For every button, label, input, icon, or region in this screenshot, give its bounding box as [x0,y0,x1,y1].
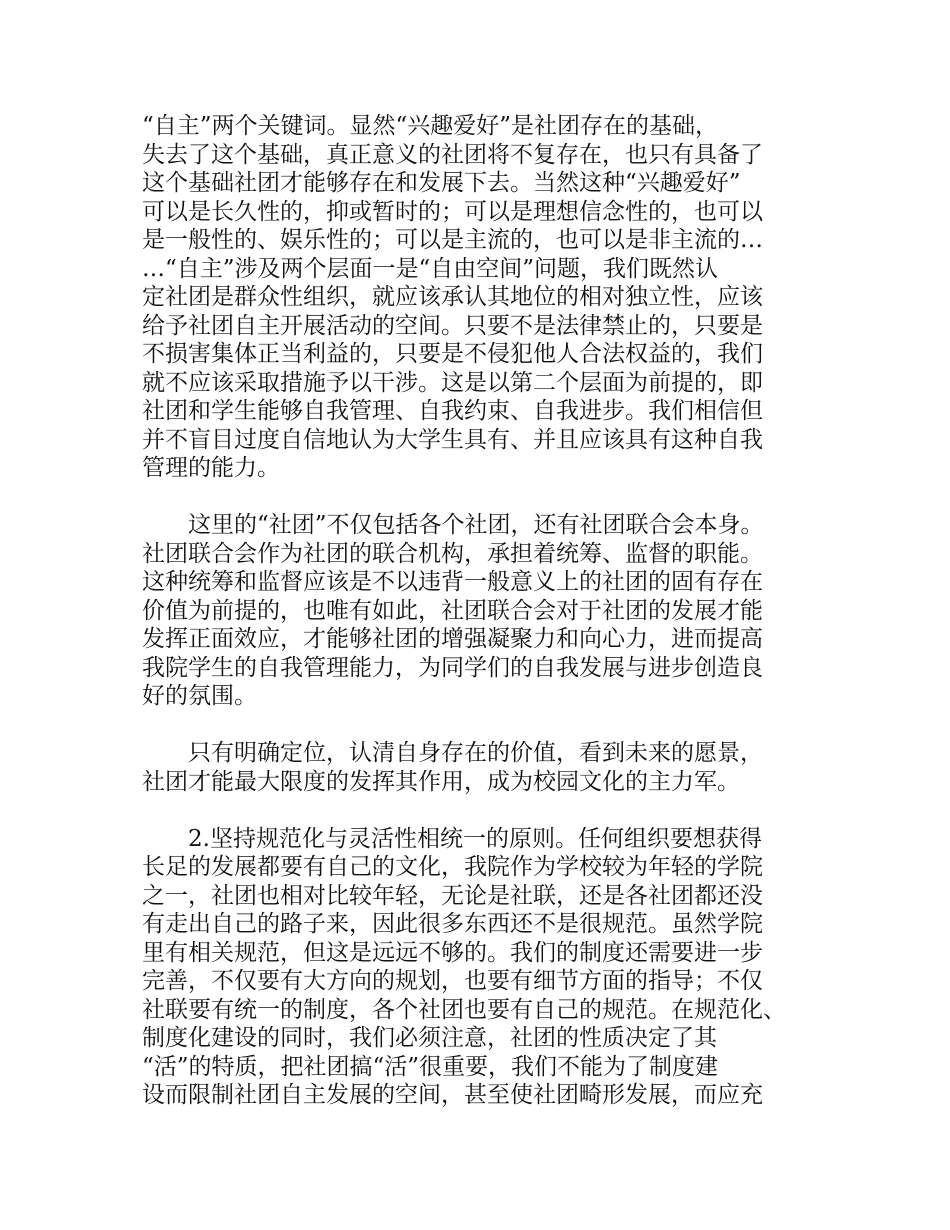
text-line: 社联要有统一的制度，各个社团也要有自己的规范。在规范化、 [142,996,786,1023]
text-line: …“自主”涉及两个层面一是“自由空间”问题，我们既然认 [142,255,719,282]
text-line: 这里的“社团”不仅包括各个社团，还有社团联合会本身。 [142,512,764,538]
text-line: 制度化建设的同时，我们必须注意，社团的性质决定了其 [142,1025,717,1051]
text-line: 社团和学生能够自我管理、自我约束、自我进步。我们相信但 [142,398,763,424]
text-line: 设而限制社团自主发展的空间，甚至使社团畸形发展，而应充 [142,1082,763,1108]
text-line: 只有明确定位，认清自身存在的价值，看到未来的愿景， [142,740,763,766]
paragraph [142,511,842,711]
text-line: 管理的能力。 [142,455,280,481]
text-line: 就不应该采取措施予以干涉。这是以第二个层面为前提的，即 [142,369,763,396]
text-line: 好的氛围。 [142,683,257,709]
paragraph-gap [142,483,842,512]
text-line: “自主”两个关键词。显然“兴趣爱好”是社团存在的基础， [142,113,719,139]
text-line: 社团联合会作为社团的联合机构，承担着统筹、监督的职能。 [142,540,763,567]
text-line: 价值为前提的，也唯有如此，社团联合会对于社团的发展才能 [142,597,763,624]
text-line: 我院学生的自我管理能力，为同学们的自我发展与进步创造良 [142,654,763,681]
text-line: 可以是长久性的，抑或暂时的；可以是理想信念性的，也可以 [142,198,763,225]
text-line: 里有相关规范，但这是远远不够的。我们的制度还需要进一步 [142,939,763,966]
text-line: 2.坚持规范化与灵活性相统一的原则。任何组织要想获得 [142,825,762,852]
text-line: 并不盲目过度自信地认为大学生具有、并且应该具有这种自我 [142,426,763,453]
text-line: 长足的发展都要有自己的文化，我院作为学校较为年轻的学院 [142,854,763,880]
paragraph [142,825,842,1110]
paragraph-gap [142,711,842,740]
text-line: 失去了这个基础，真正意义的社团将不复存在，也只有具备了 [142,141,763,168]
document-body [142,112,842,1110]
text-line: 发挥正面效应，才能够社团的增强凝聚力和向心力，进而提高 [142,626,763,652]
paragraph-gap [142,796,842,825]
text-line: 这种统筹和监督应该是不以违背一般意义上的社团的固有存在 [142,569,763,595]
text-line: 有走出自己的路子来，因此很多东西还不是很规范。虽然学院 [142,911,763,937]
text-line: 之一，社团也相对比较年轻，无论是社联，还是各社团都还没 [142,882,763,909]
text-line: “活”的特质，把社团搞“活”很重要，我们不能为了制度建 [142,1053,719,1080]
text-line: 完善，不仅要有大方向的规划，也要有细节方面的指导；不仅 [142,968,763,994]
text-line: 是一般性的、娱乐性的；可以是主流的，也可以是非主流的… [142,227,763,253]
text-line: 给予社团自主开展活动的空间。只要不是法律禁止的，只要是 [142,312,763,339]
text-line: 社团才能最大限度的发挥其作用，成为校园文化的主力军。 [142,768,740,795]
paragraph [142,739,842,796]
text-line: 不损害集体正当利益的，只要是不侵犯他人合法权益的，我们 [142,341,763,367]
text-line: 这个基础社团才能够存在和发展下去。当然这种“兴趣爱好” [142,170,741,196]
paragraph [142,112,842,483]
text-line: 定社团是群众性组织，就应该承认其地位的相对独立性，应该 [142,284,763,310]
